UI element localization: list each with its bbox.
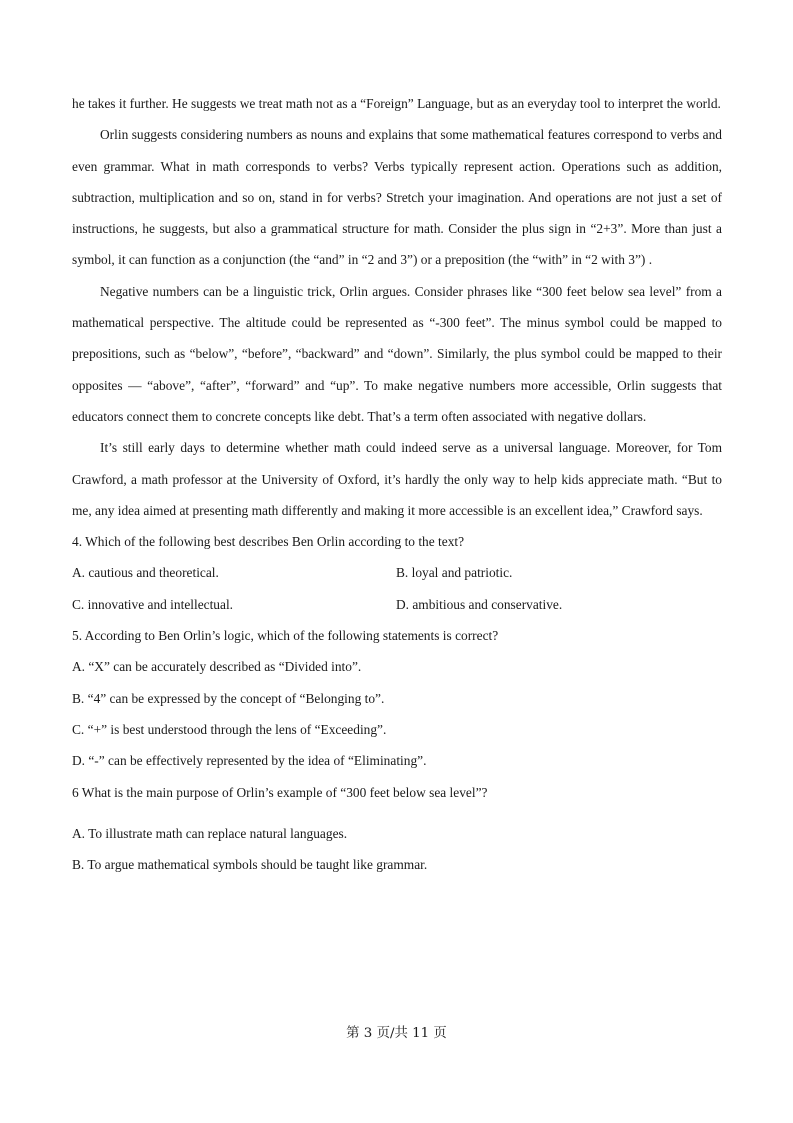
question-5-option-d: D. “-” can be effectively represented by the idea of “Eliminating”. bbox=[72, 753, 427, 769]
question-6 bbox=[72, 777, 722, 881]
question-6-option-a: A. To illustrate math can replace natural languages. bbox=[72, 825, 348, 841]
question-4 bbox=[72, 526, 722, 620]
document-page bbox=[72, 88, 722, 880]
question-4-option-d: D. ambitious and conservative. bbox=[396, 596, 563, 612]
question-5-option-a: A. “X” can be accurately described as “Divided into”. bbox=[72, 659, 362, 675]
question-5-option-c: C. “+” is best understood through the lens of “Exceeding”. bbox=[72, 721, 387, 737]
question-4-option-c: C. innovative and intellectual. bbox=[72, 596, 234, 612]
question-5-stem: 5. According to Ben Orlin’s logic, which of the following statements is correct? bbox=[72, 628, 499, 644]
question-4-stem: 4. Which of the following best describes Ben Orlin according to the text? bbox=[72, 534, 465, 550]
question-6-option-b: B. To argue mathematical symbols should be taught like grammar. bbox=[72, 857, 428, 873]
question-5 bbox=[72, 620, 722, 776]
question-4-options bbox=[72, 557, 722, 620]
question-6-stem: 6 What is the main purpose of Orlin’s example of “300 feet below sea level”? bbox=[72, 784, 488, 800]
page-number-footer: 第 3 页/共 11 页 bbox=[346, 1026, 447, 1041]
passage-paragraph-2: Orlin suggests considering numbers as nouns and explains that some mathematical features correspond to verbs and even grammar. What in math corresponds to verbs? Verbs typically represent action. Operations such as addition, subtraction, multiplication and so on, stand in for verbs? Stretch your imagination. And operations are not just a set of instructions, he suggests, but also a grammatical structure for math. Consider the plus sign in “2+3”. More than just a symbol, it can function as a conjunction (the “and” in “2 and 3”) or a preposition (the “with” in “2 with 3”) . bbox=[72, 127, 722, 268]
question-4-option-b: B. loyal and patriotic. bbox=[396, 565, 513, 581]
passage-paragraph-3: Negative numbers can be a linguistic trick, Orlin argues. Consider phrases like “300 feet below sea level” from a mathematical perspective. The altitude could be represented as “-300 feet”. The minus symbol could be mapped to prepositions, such as “below”, “before”, “backward” and “down”. Similarly, the plus symbol could be mapped to their opposites — “above”, “after”, “forward” and “up”. To make negative numbers more accessible, Orlin suggests that educators connect them to concrete concepts like debt. That’s a term often associated with negative dollars. bbox=[72, 283, 722, 424]
question-5-option-b: B. “4” can be expressed by the concept of “Belonging to”. bbox=[72, 690, 385, 706]
passage-paragraph-4: It’s still early days to determine whether math could indeed serve as a universal language. Moreover, for Tom Crawford, a math professor at the University of Oxford, it’s hardly the only way to help kids appreciate math. “But to me, any idea aimed at presenting math differently and making it more accessible is an excellent idea,” Crawford says. bbox=[72, 440, 722, 518]
passage-paragraph-1: he takes it further. He suggests we treat math not as a “Foreign” Language, but as an everyday tool to interpret the world. bbox=[72, 96, 721, 111]
question-4-option-a: A. cautious and theoretical. bbox=[72, 565, 219, 581]
spacer bbox=[72, 808, 722, 818]
